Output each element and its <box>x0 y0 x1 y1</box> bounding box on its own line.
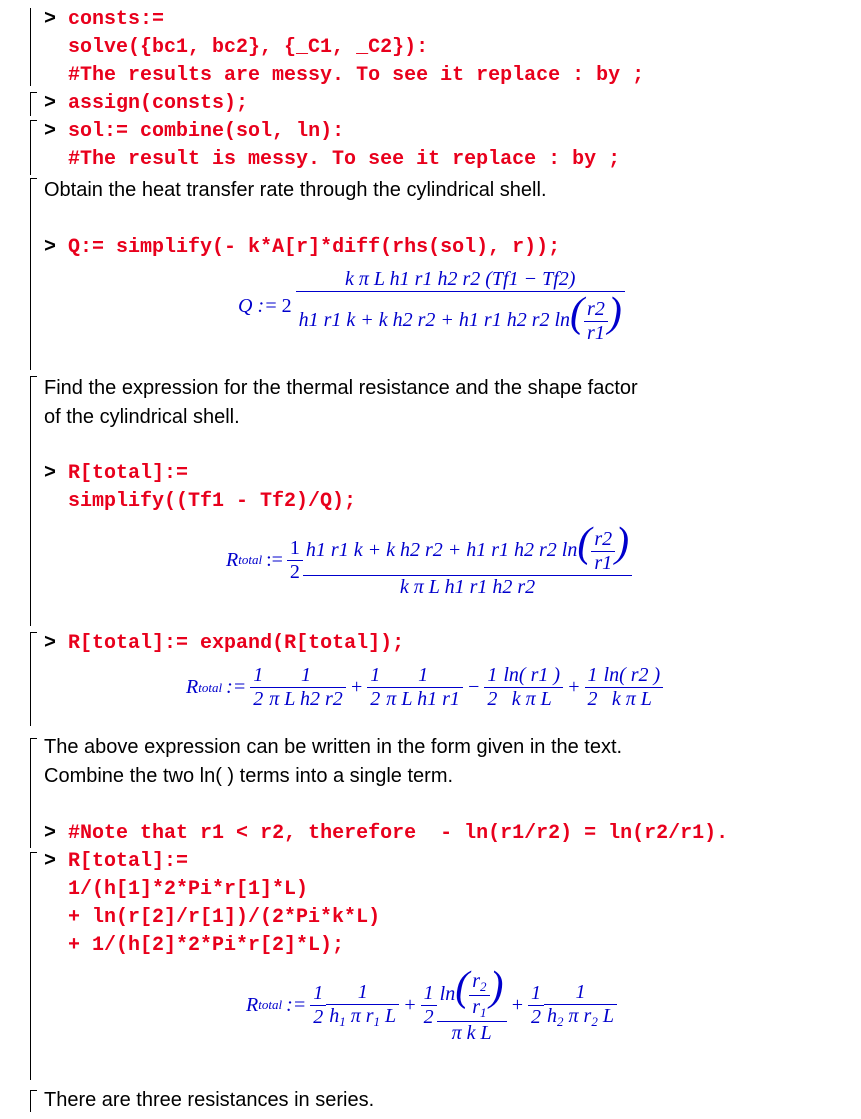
input-consts[interactable]: > consts:= solve({bc1, bc2}, {_C1, _C2}): #The results are messy. To see it replace : by ; <box>44 8 645 87</box>
input-R-expand[interactable]: > R[total]:= expand(R[total]); <box>44 632 405 655</box>
exec-group-bracket[interactable] <box>30 120 31 175</box>
input-Q[interactable]: > Q:= simplify(- k*A[r]*diff(rhs(sol), r)); <box>44 236 561 259</box>
input-assign[interactable]: > assign(consts); <box>44 92 249 115</box>
output-R-simplify: R total := $\frac{1}{2}$ h1 r1 k + k h2 r2 + h1 r1 h2 r2 ln( $\frac{r2}{r1}$ ) k π L h1 r1 h2 r2 <box>226 522 632 599</box>
text-heat-rate: Obtain the heat transfer rate through the cylindrical shell. <box>44 179 547 201</box>
output-Q: Q := 2 k π L h1 r1 h2 r2 (Tf1 − Tf2) h1 r1 k + k h2 r2 + h1 r1 h2 r2 ln( $\frac{r2}{r1}$ ) <box>238 268 625 345</box>
input-note[interactable]: > #Note that r1 < r2, therefore - ln(r1/r2) = ln(r2/r1). <box>44 822 729 845</box>
text-combine: The above expression can be written in the form given in the text. Combine the two ln( ) terms into a single term. <box>44 736 623 787</box>
exec-group-bracket[interactable] <box>30 8 31 86</box>
exec-group-bracket[interactable] <box>30 632 31 726</box>
exec-group-bracket[interactable] <box>30 178 31 370</box>
exec-group-bracket[interactable] <box>30 376 31 626</box>
exec-group-bracket[interactable] <box>30 92 31 116</box>
exec-group-bracket[interactable] <box>30 1090 31 1112</box>
text-resistance: Find the expression for the thermal resistance and the shape factor of the cylindrical shell. <box>44 377 638 428</box>
output-R-expand: R total := $\frac{1}{2}$ $\frac{1}{\text{π L h2 r2}}$ + $\frac{1}{2}$ $\frac{1}{\text{π L h1 r1}}$ − $\frac{1}{2}$ $\frac{\ln( r1 )}{\text{k π L}}$ + $\frac{1}{2}$ $\frac{\ln( r2 )}{\text{k π L}}$ <box>186 664 663 711</box>
exec-group-bracket[interactable] <box>30 852 31 1080</box>
output-R-final: R total := $\frac{1}{2}$ $\frac{1}{h_1 \pi r_1 L}$ + $\frac{1}{2}$ ln( $\frac{r_2}{r_1}$ ) π k L + $\frac{1}{2}$ $\frac{1}{h_2 \pi r_2 L}$ <box>246 966 617 1045</box>
text-series: There are three resistances in series. <box>44 1089 375 1111</box>
input-R-simplify[interactable]: > R[total]:= simplify((Tf1 - Tf2)/Q); <box>44 462 357 513</box>
fraction: h1 r1 k + k h2 r2 + h1 r1 h2 r2 ln( $\frac{r2}{r1}$ ) k π L h1 r1 h2 r2 <box>303 522 632 599</box>
input-R-final[interactable]: > R[total]:= 1/(h[1]*2*Pi*r[1]*L) + ln(r[2]/r[1])/(2*Pi*k*L) + 1/(h[2]*2*Pi*r[2]*L); <box>44 850 381 957</box>
fraction: k π L h1 r1 h2 r2 (Tf1 − Tf2) h1 r1 k + k h2 r2 + h1 r1 h2 r2 ln( $\frac{r2}{r1}$ ) <box>296 268 625 345</box>
exec-group-bracket[interactable] <box>30 738 31 848</box>
prompt: > <box>44 8 57 31</box>
input-combine[interactable]: > sol:= combine(sol, ln): #The result is messy. To see it replace : by ; <box>44 120 621 171</box>
